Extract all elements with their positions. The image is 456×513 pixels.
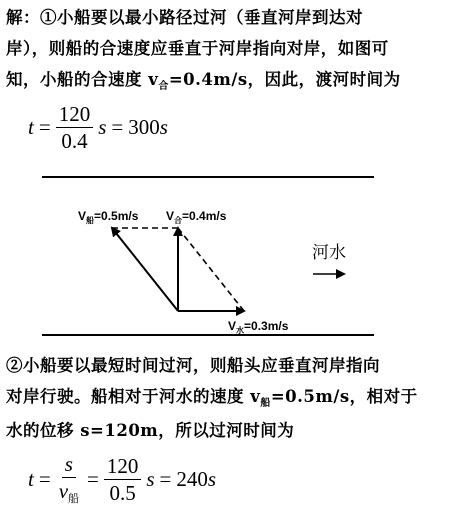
formula1-t: t (28, 115, 34, 139)
formula2-result: 240 (176, 467, 208, 491)
formula-1 (28, 102, 168, 153)
formula2-unit-s: s (146, 467, 155, 491)
formula-2 (28, 452, 216, 507)
formula2-fraction1-numerator: s (62, 452, 76, 478)
boat-velocity-label: $V_船=0.5m/s$ (78, 209, 139, 225)
part1-line3-sub: 合 (158, 81, 169, 92)
formula1-result-unit: s (159, 115, 168, 139)
water-velocity-label: $V_水=0.3m/s$ (228, 319, 289, 335)
formula1-equals: = (38, 115, 51, 139)
formula2-result-unit: s (207, 467, 217, 491)
part2-line2-after: =0.5m/s，相对于 (270, 387, 418, 406)
formula2-fraction1-denominator (56, 478, 82, 507)
part1-line1: 解：①小船要以最小路径过河（垂直河岸到达对 (6, 8, 363, 27)
river-label: 河水 (312, 243, 346, 262)
velocity-diagram (0, 170, 456, 350)
formula1-unit-s: s (98, 115, 107, 139)
part2-line3: 水的位移 s=120m，所以过河时间为 (6, 421, 295, 440)
formula1-equals-2: = (111, 115, 124, 139)
formula2-v-sub: 船 (68, 492, 80, 505)
solution-part1 (6, 2, 452, 98)
formula2-equals-3: = (159, 467, 172, 491)
part2-line2-before: 对岸行驶。船相对于河水的速度 v (6, 387, 261, 406)
formula2-fraction-2 (104, 454, 142, 505)
formula2-v: v (58, 479, 69, 503)
part2-line1: ②小船要以最短时间过河，则船头应垂直河岸指向 (6, 356, 380, 375)
part1-line3-after: =0.4m/s，因此，渡河时间为 (168, 70, 401, 89)
part1-line3 (6, 64, 452, 98)
formula1-numerator: 120 (56, 102, 94, 128)
formula1-fraction (56, 102, 94, 153)
part1-line3-before: 知，小船的合速度 v (6, 70, 159, 89)
formula2-equals: = (38, 467, 51, 491)
part1-line2: 岸），则船的合速度应垂直于河岸指向对岸，如图可 (6, 39, 389, 58)
formula2-t: t (28, 467, 34, 491)
solution-part2 (6, 350, 452, 446)
formula2-fraction-1 (56, 452, 82, 507)
part2-line2-sub: 船 (260, 398, 271, 409)
part2-line2 (6, 381, 452, 415)
formula1-denominator: 0.4 (61, 129, 88, 153)
formula2-denominator: 0.5 (109, 481, 136, 505)
resultant-velocity-label: $V_合=0.4m/s$ (166, 209, 227, 225)
boat-velocity-vector (112, 228, 178, 311)
dashed-diagonal-edge (178, 228, 244, 311)
formula2-equals-2: = (87, 467, 99, 491)
formula2-numerator: 120 (104, 454, 142, 480)
formula1-result: 300 (128, 115, 160, 139)
